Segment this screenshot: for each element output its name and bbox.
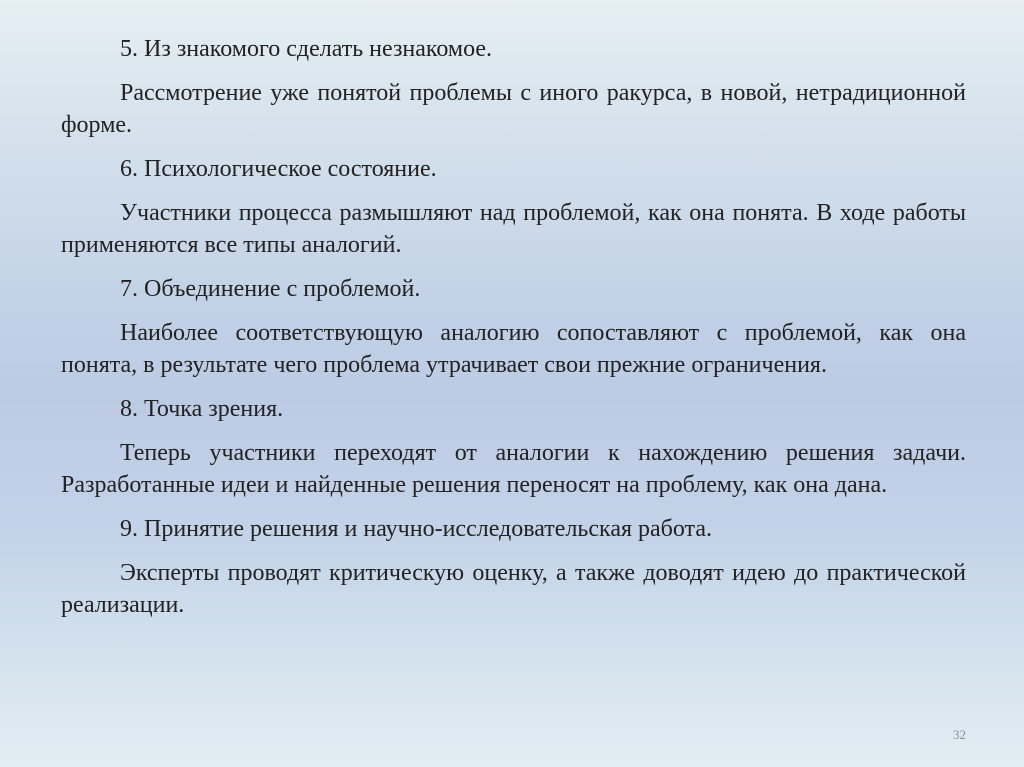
slide-body bbox=[61, 33, 966, 633]
step-heading: 5. Из знакомого сделать незнакомое. bbox=[120, 36, 493, 62]
step-description: Теперь участники переходят от аналогии к нахождению решения задачи. Разработанные идеи и найденные решения переносят на проблему, как она дана. bbox=[61, 440, 966, 498]
slide-number: 32 bbox=[953, 727, 966, 742]
step-description: Наиболее соответствующую аналогию сопоставляют с проблемой, как она понята, в результате чего проблема утрачивает свои прежние ограничения. bbox=[61, 320, 966, 378]
step-heading: 9. Принятие решения и научно-исследовательская работа. bbox=[120, 516, 712, 542]
step-heading: 6. Психологическое состояние. bbox=[120, 156, 437, 182]
step-description: Эксперты проводят критическую оценку, а также доводят идею до практической реализации. bbox=[61, 560, 966, 618]
step-description: Рассмотрение уже понятой проблемы с иного ракурса, в новой, нетрадиционной форме. bbox=[61, 80, 966, 138]
step-heading: 8. Точка зрения. bbox=[120, 396, 284, 422]
step-description: Участники процесса размышляют над проблемой, как она понята. В ходе работы применяются все типы аналогий. bbox=[61, 200, 966, 258]
step-heading: 7. Объединение с проблемой. bbox=[120, 276, 421, 302]
